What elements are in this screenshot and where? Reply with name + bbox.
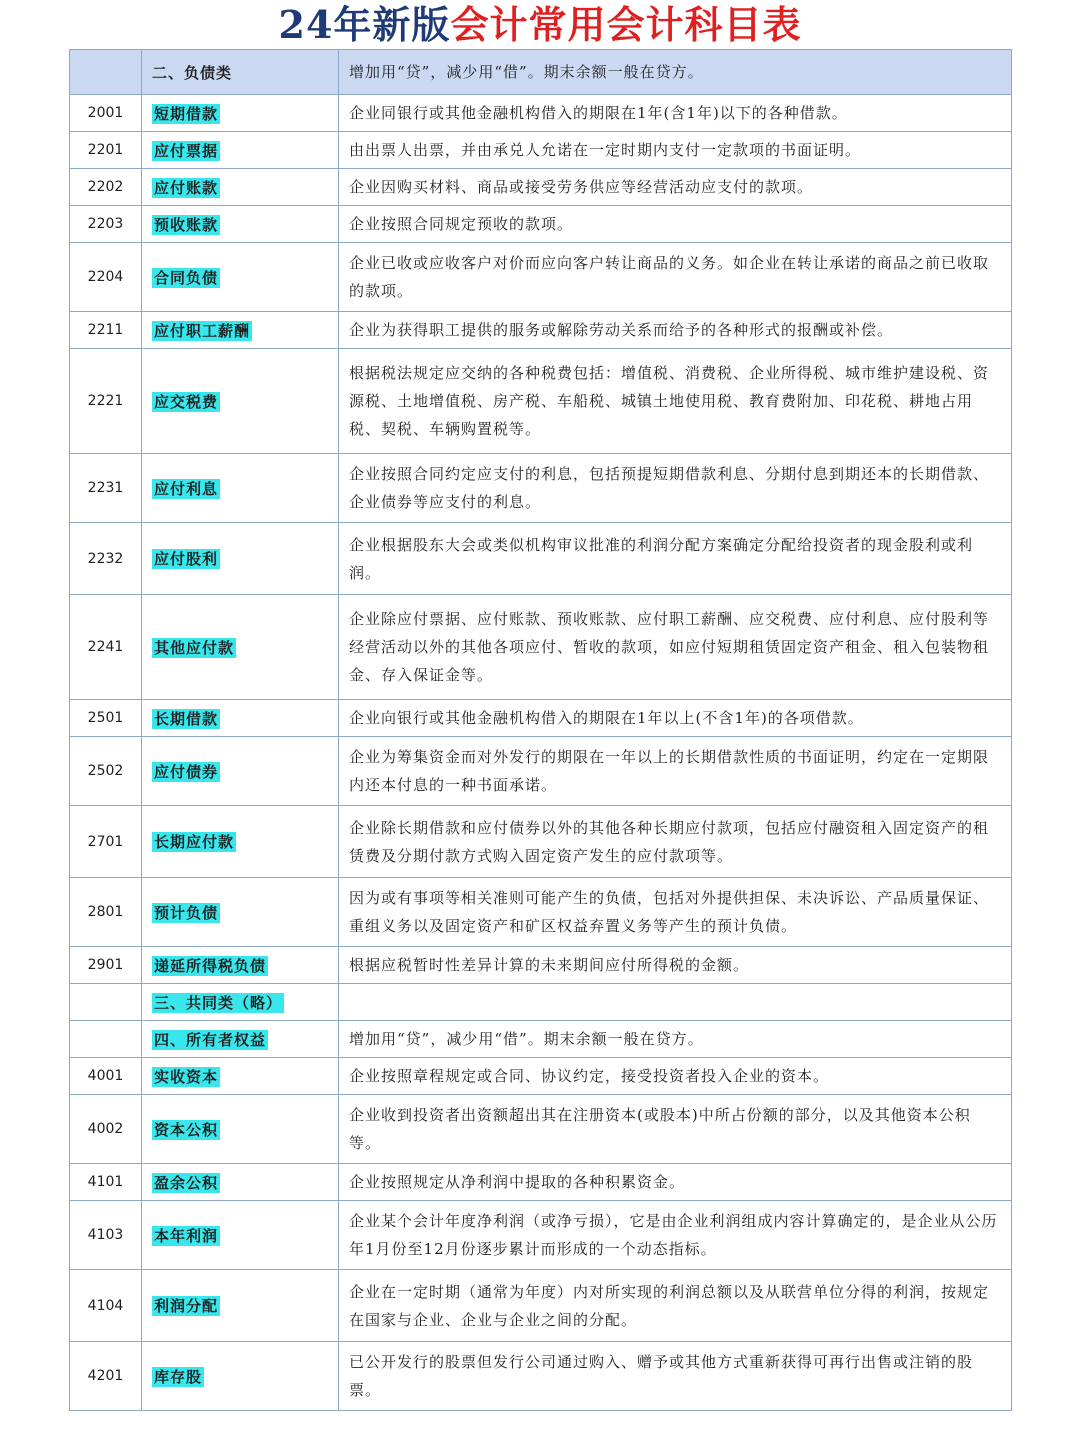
- account-name-cell: [142, 1342, 339, 1411]
- section3-desc-cell: [339, 984, 1012, 1021]
- account-name: 资本公积: [154, 1120, 219, 1139]
- account-name: 长期应付款: [154, 833, 235, 851]
- account-name: 应付股利: [154, 550, 219, 568]
- account-name-cell: [142, 595, 339, 700]
- account-description: 由出票人出票，并由承兑人允诺在一定时期内支付一定款项的书面证明。: [339, 132, 1012, 169]
- account-code: 4101: [70, 1164, 142, 1201]
- account-description: 企业按照规定从净利润中提取的各种积累资金。: [339, 1164, 1012, 1201]
- account-description: 根据税法规定应交纳的各种税费包括：增值税、消费税、企业所得税、城市维护建设税、资源税、土地增值税、房产税、车船税、城镇土地使用税、教育费附加、印花税、耕地占用税、契税、车辆购置税等。: [339, 349, 1012, 454]
- account-name-cell: [142, 1270, 339, 1342]
- account-description: 已公开发行的股票但发行公司通过购入、赠予或其他方式重新获得可再行出售或注销的股票。: [339, 1342, 1012, 1411]
- table-row: [70, 312, 1012, 349]
- account-name: 实收资本: [154, 1067, 219, 1086]
- table-row: [70, 806, 1012, 878]
- account-name: 长期借款: [154, 709, 219, 728]
- table-row: [70, 523, 1012, 595]
- account-name-cell: [142, 1201, 339, 1270]
- account-name: 预收账款: [154, 215, 219, 234]
- account-description: 根据应税暂时性差异计算的未来期间应付所得税的金额。: [339, 947, 1012, 984]
- account-name-cell: [142, 349, 339, 454]
- account-code: 4001: [70, 1058, 142, 1095]
- table-row: [70, 206, 1012, 243]
- table-row: [70, 1164, 1012, 1201]
- table-row: [70, 95, 1012, 132]
- section-row-equity: [70, 1021, 1012, 1058]
- table-row: [70, 1270, 1012, 1342]
- account-description: 企业同银行或其他金融机构借入的期限在1年(含1年)以下的各种借款。: [339, 95, 1012, 132]
- account-code: 2202: [70, 169, 142, 206]
- account-code: 2211: [70, 312, 142, 349]
- section4-code-cell: [70, 1021, 142, 1058]
- account-name-cell: [142, 95, 339, 132]
- section4-desc-cell: 增加用“贷”，减少用“借”。期末余额一般在贷方。: [339, 1021, 1012, 1058]
- account-name-cell: [142, 206, 339, 243]
- table-row: [70, 595, 1012, 700]
- account-name-cell: [142, 700, 339, 737]
- table-row: [70, 1058, 1012, 1095]
- account-code: 2203: [70, 206, 142, 243]
- account-code: 2231: [70, 454, 142, 523]
- account-name: 预计负债: [154, 903, 219, 922]
- title-part-2: 会计常用会计科目表: [450, 2, 802, 47]
- account-name-cell: [142, 737, 339, 806]
- account-description: 企业已收或应收客户对价而应向客户转让商品的义务。如企业在转让承诺的商品之前已收取的款项。: [339, 243, 1012, 312]
- account-description: 企业因购买材料、商品或接受劳务供应等经营活动应支付的款项。: [339, 169, 1012, 206]
- table-row: [70, 243, 1012, 312]
- account-name: 库存股: [154, 1367, 203, 1386]
- account-description: 企业为获得职工提供的服务或解除劳动关系而给予的各种形式的报酬或补偿。: [339, 312, 1012, 349]
- table-row: [70, 1095, 1012, 1164]
- account-code: 2221: [70, 349, 142, 454]
- account-name: 盈余公积: [154, 1173, 219, 1192]
- table-row: [70, 169, 1012, 206]
- account-name: 应付票据: [154, 141, 219, 160]
- account-description: 企业在一定时期（通常为年度）内对所实现的利润总额以及从联营单位分得的利润，按规定在国家与企业、企业与企业之间的分配。: [339, 1270, 1012, 1342]
- table-row: [70, 349, 1012, 454]
- account-code: 4103: [70, 1201, 142, 1270]
- page-title: [0, 0, 1080, 48]
- account-name: 短期借款: [154, 104, 219, 123]
- account-code: 2701: [70, 806, 142, 878]
- header-code-cell: [70, 50, 142, 95]
- account-description: 企业按照合同规定预收的款项。: [339, 206, 1012, 243]
- account-code: 4201: [70, 1342, 142, 1411]
- section4-name: 四、所有者权益: [154, 1030, 267, 1049]
- account-name-cell: [142, 1095, 339, 1164]
- account-name: 递延所得税负债: [154, 956, 267, 975]
- account-name: 应付利息: [154, 479, 219, 498]
- account-name-cell: [142, 878, 339, 947]
- account-name: 利润分配: [154, 1297, 219, 1315]
- table-row: [70, 737, 1012, 806]
- accounts-table: [69, 49, 1012, 1411]
- account-code: 2204: [70, 243, 142, 312]
- account-description: 企业除长期借款和应付债券以外的其他各种长期应付款项，包括应付融资租入固定资产的租赁费及分期付款方式购入固定资产发生的应付款项等。: [339, 806, 1012, 878]
- account-name-cell: [142, 312, 339, 349]
- account-code: 2001: [70, 95, 142, 132]
- section-row-common: [70, 984, 1012, 1021]
- title-part-1: 24年新版: [278, 2, 451, 47]
- table-row: [70, 947, 1012, 984]
- account-code: 4104: [70, 1270, 142, 1342]
- section3-code-cell: [70, 984, 142, 1021]
- account-name: 应付债券: [154, 762, 219, 781]
- table-row: [70, 1201, 1012, 1270]
- account-name-cell: [142, 523, 339, 595]
- account-name-cell: [142, 243, 339, 312]
- table-row: [70, 700, 1012, 737]
- account-name: 本年利润: [154, 1226, 219, 1245]
- table-row: [70, 878, 1012, 947]
- account-code: 2901: [70, 947, 142, 984]
- account-name-cell: [142, 947, 339, 984]
- account-name-cell: [142, 132, 339, 169]
- account-name: 应付职工薪酬: [154, 321, 251, 340]
- account-description: 企业为筹集资金而对外发行的期限在一年以上的长期借款性质的书面证明，约定在一定期限内还本付息的一种书面承诺。: [339, 737, 1012, 806]
- account-description: 因为或有事项等相关准则可能产生的负债，包括对外提供担保、未决诉讼、产品质量保证、重组义务以及固定资产和矿区权益弃置义务等产生的预计负债。: [339, 878, 1012, 947]
- account-name: 合同负债: [154, 268, 219, 287]
- section-name: 二、负债类: [152, 63, 233, 82]
- table-row: [70, 132, 1012, 169]
- section4-name-cell: [142, 1021, 339, 1058]
- account-description: 企业向银行或其他金融机构借入的期限在1年以上(不含1年)的各项借款。: [339, 700, 1012, 737]
- header-name-cell: [142, 50, 339, 95]
- account-description: 企业根据股东大会或类似机构审议批准的利润分配方案确定分配给投资者的现金股利或利润。: [339, 523, 1012, 595]
- section-header-liabilities: [70, 50, 1012, 95]
- account-name-cell: [142, 169, 339, 206]
- account-description: 企业按照合同约定应支付的利息，包括预提短期借款利息、分期付息到期还本的长期借款、企业债券等应支付的利息。: [339, 454, 1012, 523]
- table-row: [70, 1342, 1012, 1411]
- account-name-cell: [142, 806, 339, 878]
- account-code: 2241: [70, 595, 142, 700]
- account-name-cell: [142, 1164, 339, 1201]
- account-name: 应付账款: [154, 178, 219, 197]
- account-code: 2502: [70, 737, 142, 806]
- account-name: 其他应付款: [154, 638, 235, 657]
- account-name-cell: [142, 1058, 339, 1095]
- account-code: 4002: [70, 1095, 142, 1164]
- account-description: 企业收到投资者出资额超出其在注册资本(或股本)中所占份额的部分，以及其他资本公积等。: [339, 1095, 1012, 1164]
- account-name: 应交税费: [154, 392, 219, 411]
- table-row: [70, 454, 1012, 523]
- account-code: 2801: [70, 878, 142, 947]
- account-description: 企业除应付票据、应付账款、预收账款、应付职工薪酬、应交税费、应付利息、应付股利等经营活动以外的其他各项应付、暂收的款项，如应付短期租赁固定资产租金、租入包装物租金、存入保证金等。: [339, 595, 1012, 700]
- header-desc-cell: 增加用“贷”，减少用“借”。期末余额一般在贷方。: [339, 50, 1012, 95]
- section3-name-cell: [142, 984, 339, 1021]
- account-description: 企业某个会计年度净利润（或净亏损），它是由企业利润组成内容计算确定的，是企业从公历年1月份至12月份逐步累计而形成的一个动态指标。: [339, 1201, 1012, 1270]
- account-description: 企业按照章程规定或合同、协议约定，接受投资者投入企业的资本。: [339, 1058, 1012, 1095]
- account-name-cell: [142, 454, 339, 523]
- account-code: 2501: [70, 700, 142, 737]
- section3-name: 三、共同类（略）: [154, 993, 283, 1012]
- account-code: 2201: [70, 132, 142, 169]
- account-code: 2232: [70, 523, 142, 595]
